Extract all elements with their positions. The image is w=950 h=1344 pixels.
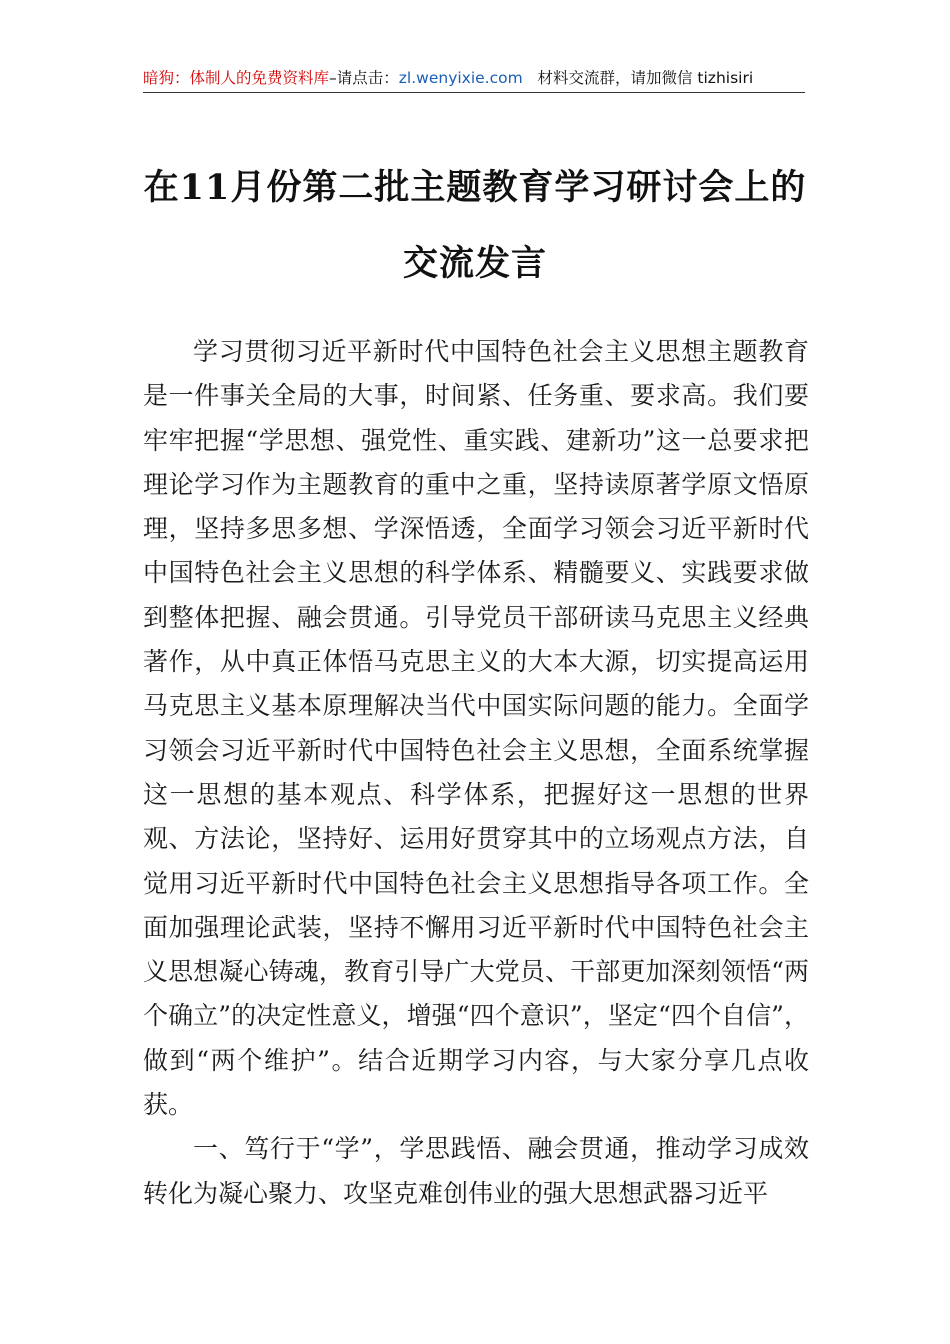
header-note-text: 材料交流群，请加微信 tizhisiri [537,69,754,87]
title-line-1: 在11月份第二批主题教育学习研讨会上的 [143,167,807,208]
header-prompt: –请点击： [329,69,399,87]
header-note [523,69,753,87]
header-divider [143,92,805,93]
paragraph-section-1: 一、笃行于“学”，学思践悟、融会贯通，推动学习成效转化为凝心聚力、攻坚克难创伟业的强大思想武器习近平 [143,1134,809,1208]
document-title [120,150,830,302]
title-line-2: 交流发言 [402,243,547,284]
header-url-link[interactable]: zl.wenyixie.com [398,69,523,87]
document-body [143,330,809,1216]
header-brand: 暗狗：体制人的免费资料库 [143,69,330,87]
paragraph-intro: 学习贯彻习近平新时代中国特色社会主义思想主题教育是一件事关全局的大事，时间紧、任务重、要求高。我们要牢牢把握“学思想、强党性、重实践、建新功”这一总要求把理论学习作为主题教育的重中之重，坚持读原著学原文悟原理，坚持多思多想、学深悟透，全面学习领会习近平新时代中国特色社会主义思想的科学体系、精髓要义、实践要求做到整体把握、融会贯通。引导党员干部研读马克思主义经典著作，从中真正体悟马克思主义的大本大源，切实提高运用马克思主义基本原理解决当代中国实际问题的能力。全面学习领会习近平新时代中国特色社会主义思想，全面系统掌握这一思想的基本观点、科学体系，把握好这一思想的世界观、方法论，坚持好、运用好贯穿其中的立场观点方法，自觉用习近平新时代中国特色社会主义思想指导各项工作。全面加强理论武装，坚持不懈用习近平新时代中国特色社会主义思想凝心铸魂，教育引导广大党员、干部更加深刻领悟“两个确立”的决定性意义，增强“四个意识”，坚定“四个自信”，做到“两个维护”。结合近期学习内容，与大家分享几点收获。 [143,337,809,1120]
